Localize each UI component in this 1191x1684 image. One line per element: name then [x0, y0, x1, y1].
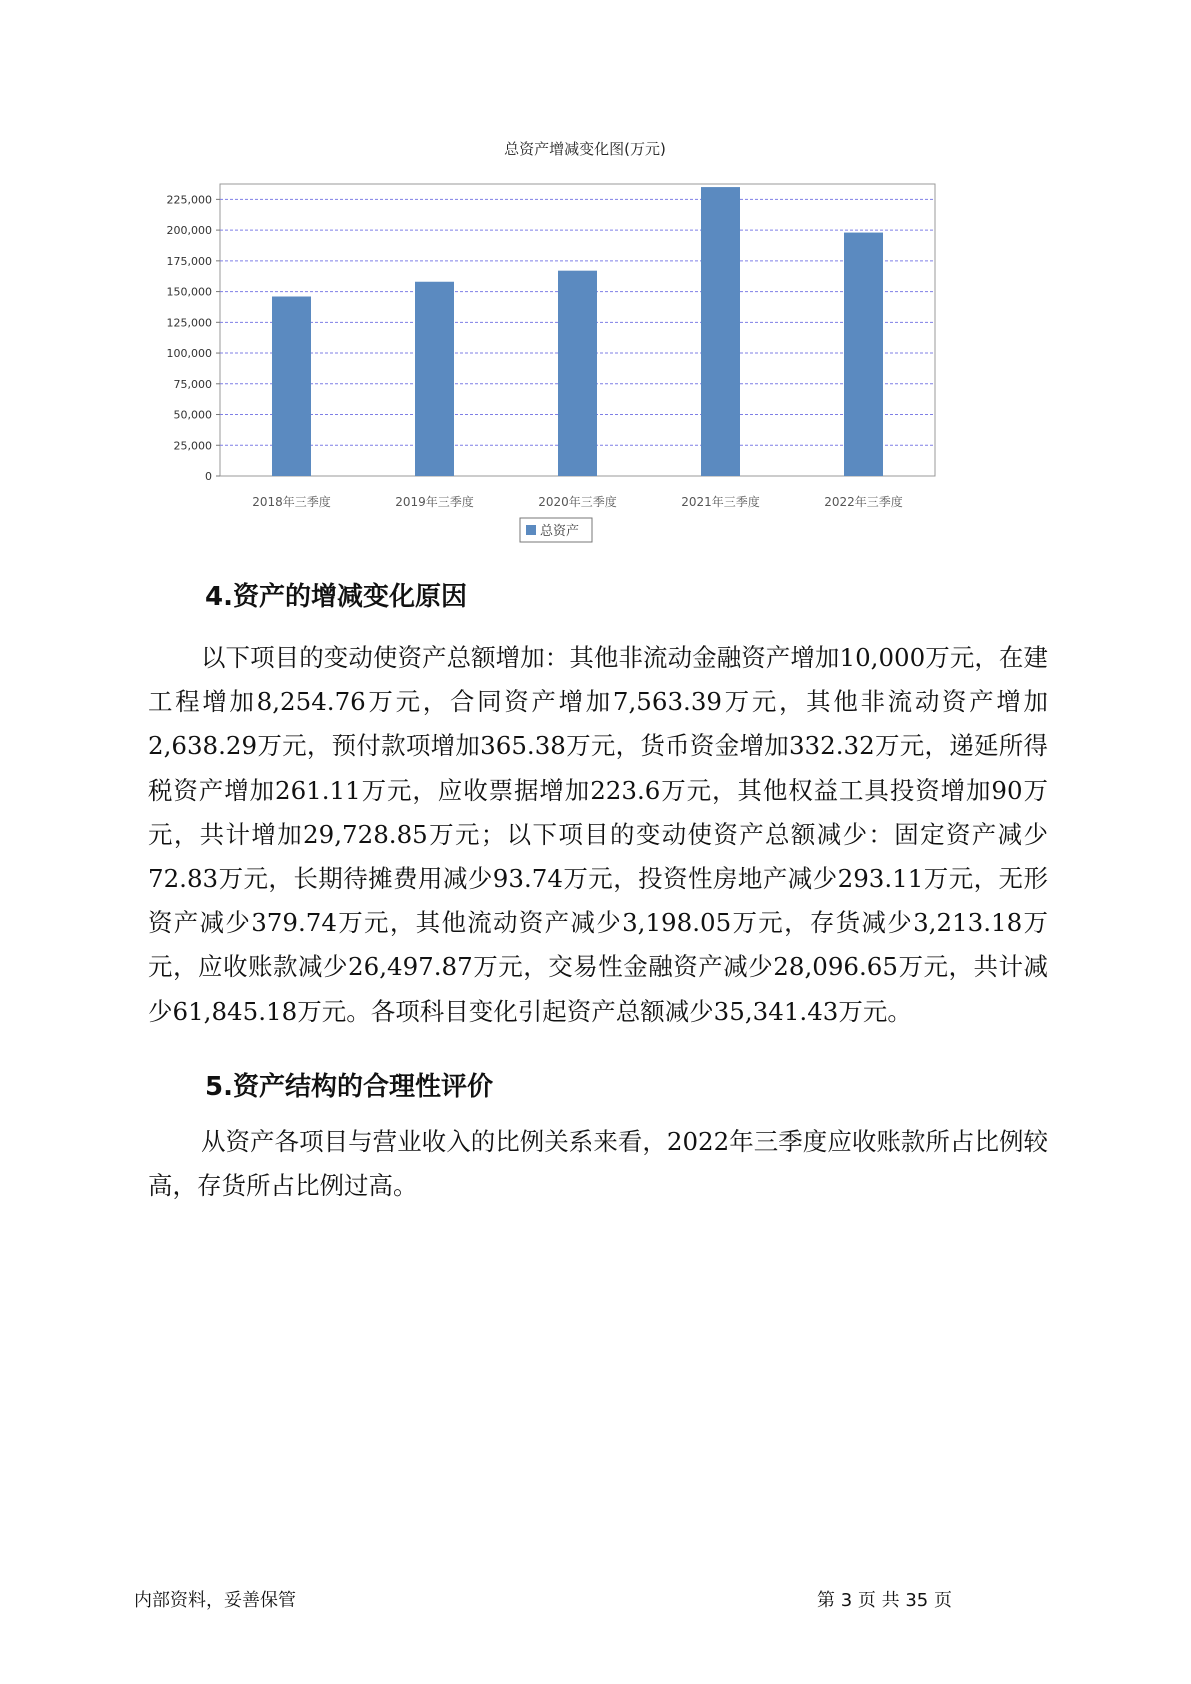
section5-paragraph: 从资产各项目与营业收入的比例关系来看，2022年三季度应收账款所占比例较高，存货所占比例过高。 [148, 1127, 1048, 1201]
y-tick-label: 150,000 [166, 285, 212, 299]
y-tick-label: 200,000 [166, 224, 212, 238]
x-tick-label: 2019年三季度 [395, 495, 474, 509]
x-tick-label: 2021年三季度 [681, 495, 760, 509]
bar [701, 187, 740, 476]
y-tick-label: 25,000 [173, 439, 212, 453]
y-tick-label: 175,000 [166, 254, 212, 268]
x-tick-label: 2022年三季度 [824, 495, 903, 509]
x-tick-label: 2018年三季度 [252, 495, 331, 509]
chart-title: 总资产增减变化图(万元) [504, 140, 666, 158]
bar [558, 271, 597, 476]
y-tick-label: 125,000 [166, 316, 212, 330]
legend-label: 总资产 [540, 524, 580, 539]
y-tick-label: 225,000 [166, 193, 212, 207]
y-tick-label: 100,000 [166, 347, 212, 361]
bar [844, 233, 883, 476]
y-tick-label: 50,000 [173, 408, 212, 422]
x-tick-label: 2020年三季度 [538, 495, 617, 509]
legend-swatch [526, 525, 536, 535]
y-tick-label: 0 [205, 470, 212, 483]
chart-svg [150, 138, 1020, 598]
footer-confidential: 内部资料，妥善保管 [134, 1590, 296, 1611]
bar [415, 282, 454, 476]
footer-page-number: 第 3 页 共 35 页 [817, 1590, 952, 1611]
section4-heading: 4.资产的增减变化原因 [205, 582, 467, 612]
section4-paragraph: 以下项目的变动使资产总额增加：其他非流动金融资产增加10,000万元，在建工程增加8,254.76万元，合同资产增加7,563.39万元，其他非流动资产增加2,638.29万元，预付款项增加365.38万元，货币资金增加332.32万元，递延所得税资产增加261.11万元，应收票据增加223.6万元，其他权益工具投资增加90万元，共计增加29,728.85万元；以下项目的变动使资产总额减少：固定资产减少72.83万元，长期待摊费用减少93.74万元，投资性房地产减少293.11万元，无形资产减少379.74万元，其他流动资产减少3,198.05万元，存货减少3,213.18万元，应收账款减少26,497.87万元，交易性金融资产减少28,096.65万元，共计减少61,845.18万元。各项科目变化引起资产总额减少35,341.43万元。 [148, 643, 1048, 1026]
bar [272, 296, 311, 476]
section5-heading: 5.资产结构的合理性评价 [205, 1072, 493, 1102]
asset-chart [150, 138, 1020, 598]
y-tick-label: 75,000 [173, 377, 212, 391]
